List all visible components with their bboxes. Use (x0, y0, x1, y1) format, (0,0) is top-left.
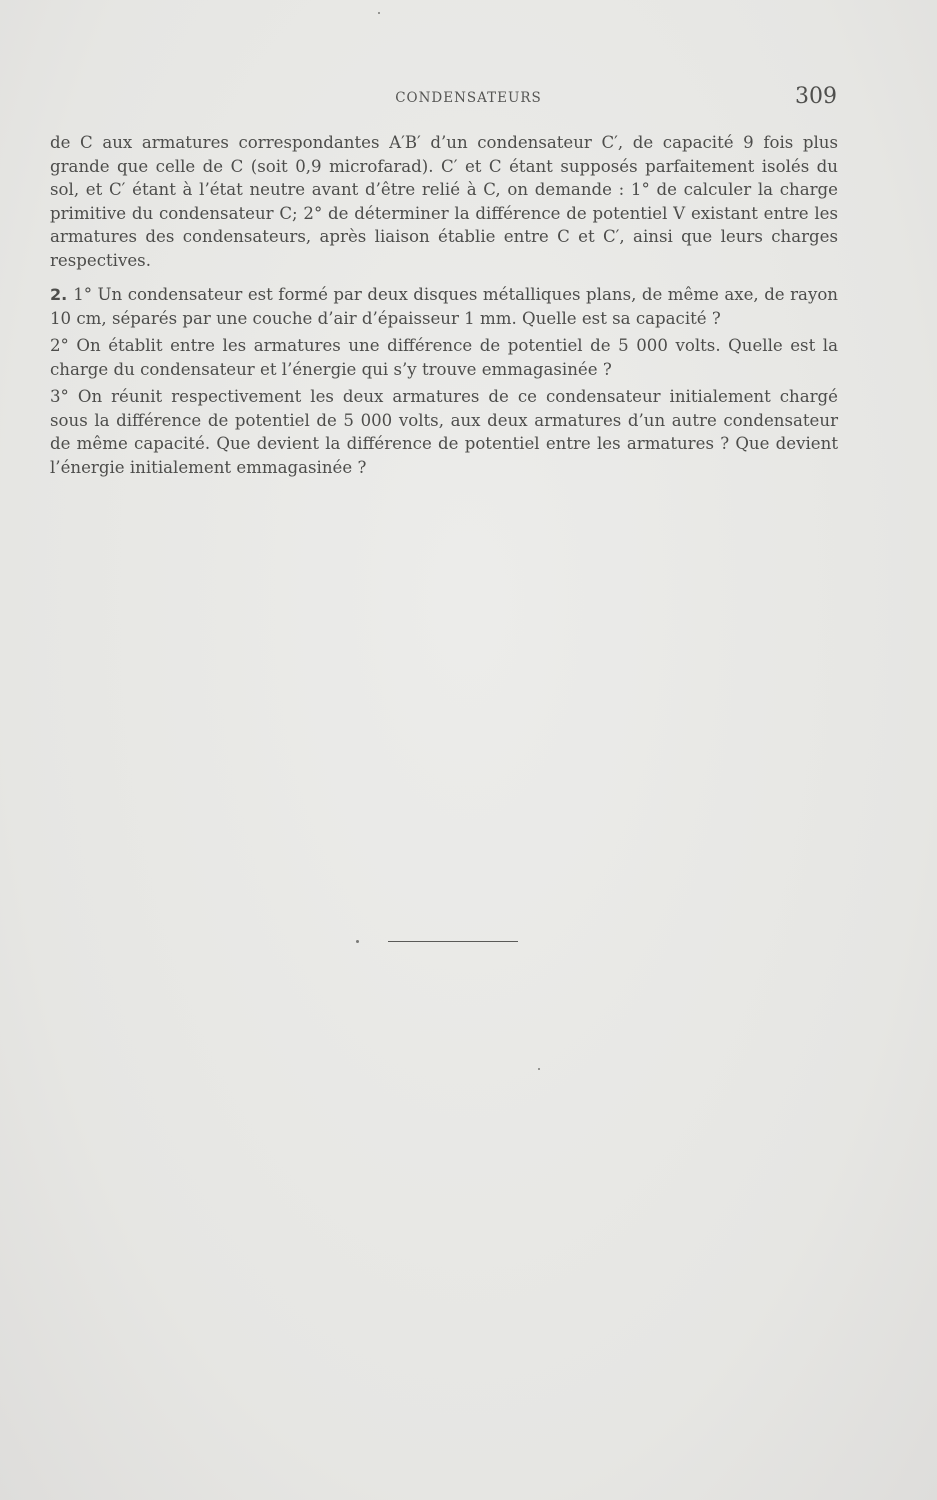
page-speck (356, 940, 359, 943)
page-body (50, 131, 838, 479)
section-end-rule (388, 941, 518, 942)
exercise-2-part-1 (50, 283, 838, 330)
exercise-2-part-1-text: 1° Un condensateur est formé par deux disques métalliques plans, de même axe, de rayon 10 cm, séparés par une couche d’air d’épaisseur 1 mm. Quelle est sa capacité ? (50, 285, 838, 328)
continuation-paragraph: de C aux armatures correspondantes A′B′ d’un condensateur C′, de capacité 9 fois plus grande que celle de C (soit 0,9 microfarad). C′ et C étant supposés parfaitement isolés du sol, et C′ étant à l’état neutre avant d’être relié à C, on demande : 1° de calculer la charge primitive du condensateur C; 2° de déterminer la différence de potentiel V existant entre les armatures des condensateurs, après liaison établie entre C et C′, ainsi que leurs charges respectives. (50, 133, 838, 270)
page-speck (538, 1068, 540, 1070)
exercise-number: 2. (50, 285, 68, 304)
running-title: CONDENSATEURS (395, 90, 542, 106)
page-speck (378, 12, 380, 14)
page-number: 309 (795, 84, 837, 109)
exercise-2-part-2: 2° On établit entre les armatures une différence de potentiel de 5 000 volts. Quelle est la charge du condensateur et l’énergie qui s’y trouve emmagasinée ? (50, 336, 838, 379)
exercise-2-part-3: 3° On réunit respectivement les deux armatures de ce condensateur initialement chargé sous la différence de potentiel de 5 000 volts, aux deux armatures d’un autre condensateur de même capacité. Que devient la différence de potentiel entre les armatures ? Que devient l’énergie initialement emmagasinée ? (50, 387, 838, 477)
